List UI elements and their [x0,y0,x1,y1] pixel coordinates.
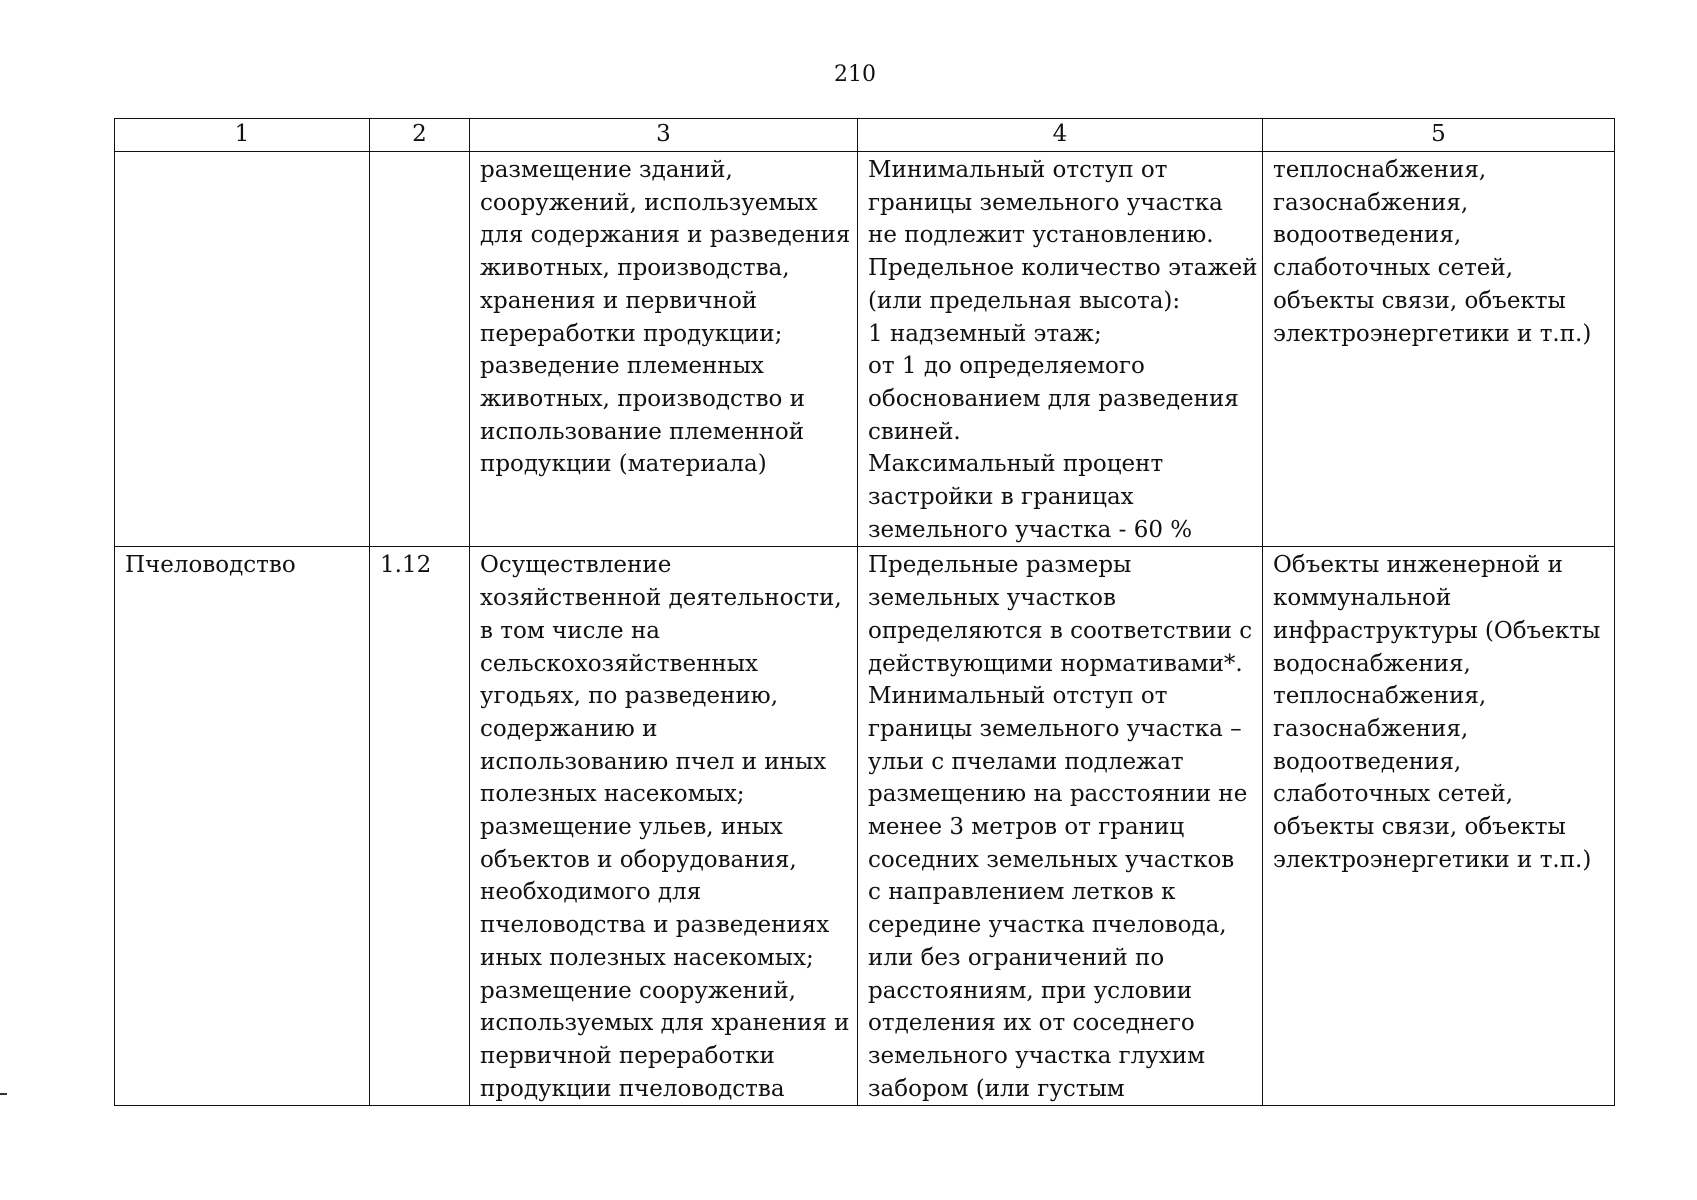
text-line: необходимого для [480,879,702,906]
text-line: газоснабжения, [1273,189,1469,216]
text-line: теплоснабжения, [1273,683,1487,710]
table-row [115,547,1615,1106]
text-line: (или предельная высота): [868,287,1181,314]
margin-mark [0,1093,7,1095]
text-line: водоотведения, [1273,748,1462,775]
text-line: объекты связи, объекты [1273,287,1566,314]
text-line: от 1 до определяемого [868,353,1145,380]
text-line: менее 3 метров от границ [868,814,1185,841]
text-line: земельных участков [868,585,1116,612]
text-line: середине участка пчеловода, [868,912,1227,939]
land-use-code-cell: 1.12 [370,547,470,1106]
text-line: объектов и оборудования, [480,846,797,873]
text-line: животных, производства, [480,255,790,282]
regulations-table [114,118,1615,1106]
text-line: с направлением летков к [868,879,1176,906]
text-line: Осуществление [480,552,672,579]
text-line: свиней. [868,418,961,445]
text-line: разведение племенных [480,353,764,380]
column-header-3: 3 [470,119,858,152]
text-line: границы земельного участка – [868,715,1242,742]
text-line: или без ограничений по [868,944,1165,971]
text-line: теплоснабжения, [1273,157,1487,183]
text-line: Предельное количество этажей [868,255,1258,282]
column-header-1: 1 [115,119,370,152]
text-line: Минимальный отступ от [868,157,1168,183]
text-line: продукции (материала) [480,451,767,478]
text-line: размещение зданий, [480,157,733,183]
page-number: 210 [834,62,876,87]
text-line: определяются в соответствии с [868,617,1253,644]
text-line: использование племенной [480,418,805,445]
text-line: электроэнергетики и т.п.) [1273,320,1592,347]
header-row [115,119,1615,152]
text-line: действующими нормативами*. [868,650,1243,677]
land-use-description-cell [470,152,858,547]
text-line: слаботочных сетей, [1273,255,1514,282]
text-line: обоснованием для разведения [868,385,1239,412]
text-line: в том числе на [480,617,661,644]
text-line: границы земельного участка [868,189,1223,216]
text-line: животных, производство и [480,385,806,412]
text-line: не подлежит установлению. [868,222,1214,249]
text-line: использованию пчел и иных [480,748,827,775]
text-line: электроэнергетики и т.п.) [1273,846,1592,873]
column-header-4: 4 [858,119,1263,152]
text-line: угодьях, по разведению, [480,683,779,710]
land-use-description-cell [470,547,858,1106]
text-line: земельного участка глухим [868,1042,1206,1069]
text-line: Предельные размеры [868,552,1132,579]
text-line: размещение сооружений, [480,977,796,1004]
land-use-name-cell [115,152,370,547]
column-header-5: 5 [1263,119,1615,152]
text-line: полезных насекомых; [480,781,745,808]
text-line: газоснабжения, [1273,715,1469,742]
parameters-cell [858,547,1263,1106]
text-line: Объекты инженерной и [1273,552,1563,579]
text-line: сельскохозяйственных [480,650,759,677]
text-line: размещение ульев, иных [480,814,783,841]
text-line: соседних земельных участков [868,846,1235,873]
text-line: инфраструктуры (Объекты [1273,617,1601,644]
text-line: хранения и первичной [480,287,758,314]
text-line: коммунальной [1273,585,1452,612]
text-line: объекты связи, объекты [1273,814,1566,841]
text-line: застройки в границах [868,484,1134,511]
text-line: водоотведения, [1273,222,1462,249]
auxiliary-objects-cell [1263,152,1615,547]
land-use-code-cell [370,152,470,547]
text-line: отделения их от соседнего [868,1010,1195,1037]
land-use-name-cell: Пчеловодство [115,547,370,1106]
text-line: переработки продукции; [480,320,783,347]
text-line: 1 надземный этаж; [868,320,1102,347]
text-line: земельного участка - 60 % [868,516,1193,543]
text-line: водоснабжения, [1273,650,1471,677]
text-line: содержанию и [480,715,658,742]
text-line: первичной переработки [480,1042,775,1069]
parameters-cell [858,152,1263,547]
text-line: расстояниям, при условии [868,977,1193,1004]
text-line: забором (или густым [868,1075,1125,1102]
text-line: продукции пчеловодства [480,1075,785,1102]
text-line: ульи с пчелами подлежат [868,748,1184,775]
text-line: размещению на расстоянии не [868,781,1248,808]
text-line: слаботочных сетей, [1273,781,1514,808]
text-line: используемых для хранения и [480,1010,850,1037]
text-line: пчеловодства и разведениях [480,912,830,939]
table-row [115,152,1615,547]
text-line: сооружений, используемых [480,189,818,216]
column-header-2: 2 [370,119,470,152]
text-line: Минимальный отступ от [868,683,1168,710]
text-line: иных полезных насекомых; [480,944,814,971]
text-line: хозяйственной деятельности, [480,585,842,612]
text-line: Максимальный процент [868,451,1164,478]
auxiliary-objects-cell [1263,547,1615,1106]
text-line: для содержания и разведения [480,222,851,249]
